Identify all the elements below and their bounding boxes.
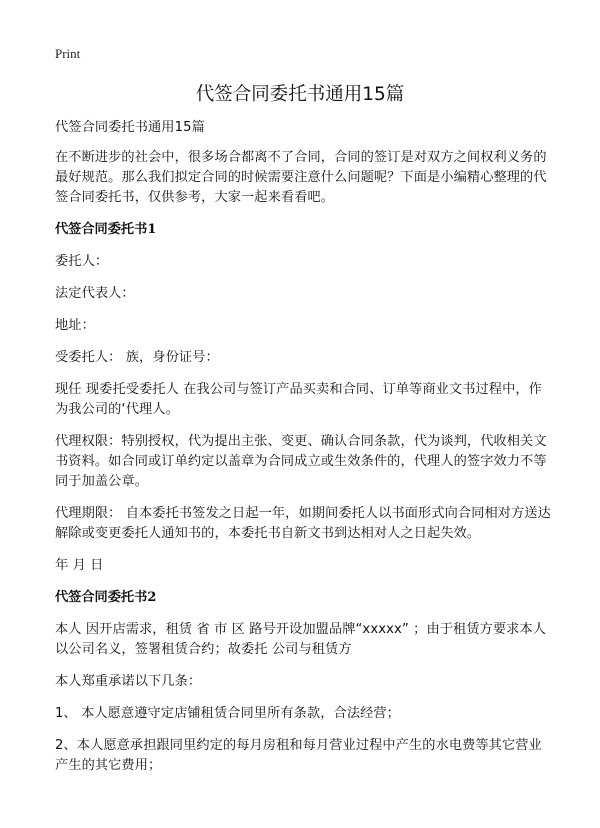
promise-item-2: 2、本人愿意承担跟同里约定的每月房租和每月营业过程中产生的水电费等其它营业产生的其它费用；	[55, 738, 542, 773]
promise-item-1: 1、 本人愿意遵守定店铺租赁合同里所有条款，合法经营；	[55, 706, 400, 721]
agent-line: 受委托人： 族，身份证号：	[55, 350, 219, 365]
print-link[interactable]: Print	[55, 46, 81, 61]
lease-intro-paragraph: 本人 因开店需求，租赁 省 市 区 路号开设加盟品牌“xxxxx” ；由于租赁方要求本人以公司名义，签署租赁合约；故委托 公司与租赁方	[55, 622, 547, 657]
promise-line: 本人郑重承诺以下几条：	[55, 674, 202, 689]
intro-paragraph: 在不断进步的社会中，很多场合都离不了合同，合同的签订是对双方之间权利义务的最好规范。那么我们拟定合同的时候需要注意什么问题呢？下面是小编精心整理的代签合同委托书，仅供参考，大家一起来看看吧。	[55, 150, 547, 205]
principal-line: 委托人：	[55, 254, 109, 269]
authority-paragraph: 代理权限：特别授权，代为提出主张、变更、确认合同条款，代为谈判，代收相关文书资料。如合同或订单约定以盖章为合同成立或生效条件的，代理人的签字效力不等同于加盖公章。	[55, 434, 547, 489]
entrust-paragraph: 现任 现委托受委托人 在我公司与签订产品买卖和合同、订单等商业文书过程中，作为我公司的‘代理人。	[55, 382, 542, 417]
section1-heading: 代签合同委托书1	[55, 222, 157, 237]
date-line: 年 月 日	[55, 558, 104, 573]
period-paragraph: 代理期限： 自本委托书签发之日起一年，如期间委托人以书面形式向合同相对方送达解除或变更委托人通知书的，本委托书自新文书到达相对人之日起失效。	[55, 506, 551, 541]
document-body	[55, 118, 555, 788]
document-subtitle: 代签合同委托书通用15篇	[55, 120, 205, 135]
legal-rep-line: 法定代表人：	[55, 286, 135, 301]
document-title: 代签合同委托书通用15篇	[195, 84, 405, 105]
section2-heading: 代签合同委托书2	[55, 590, 157, 605]
address-line: 地址：	[55, 318, 95, 333]
